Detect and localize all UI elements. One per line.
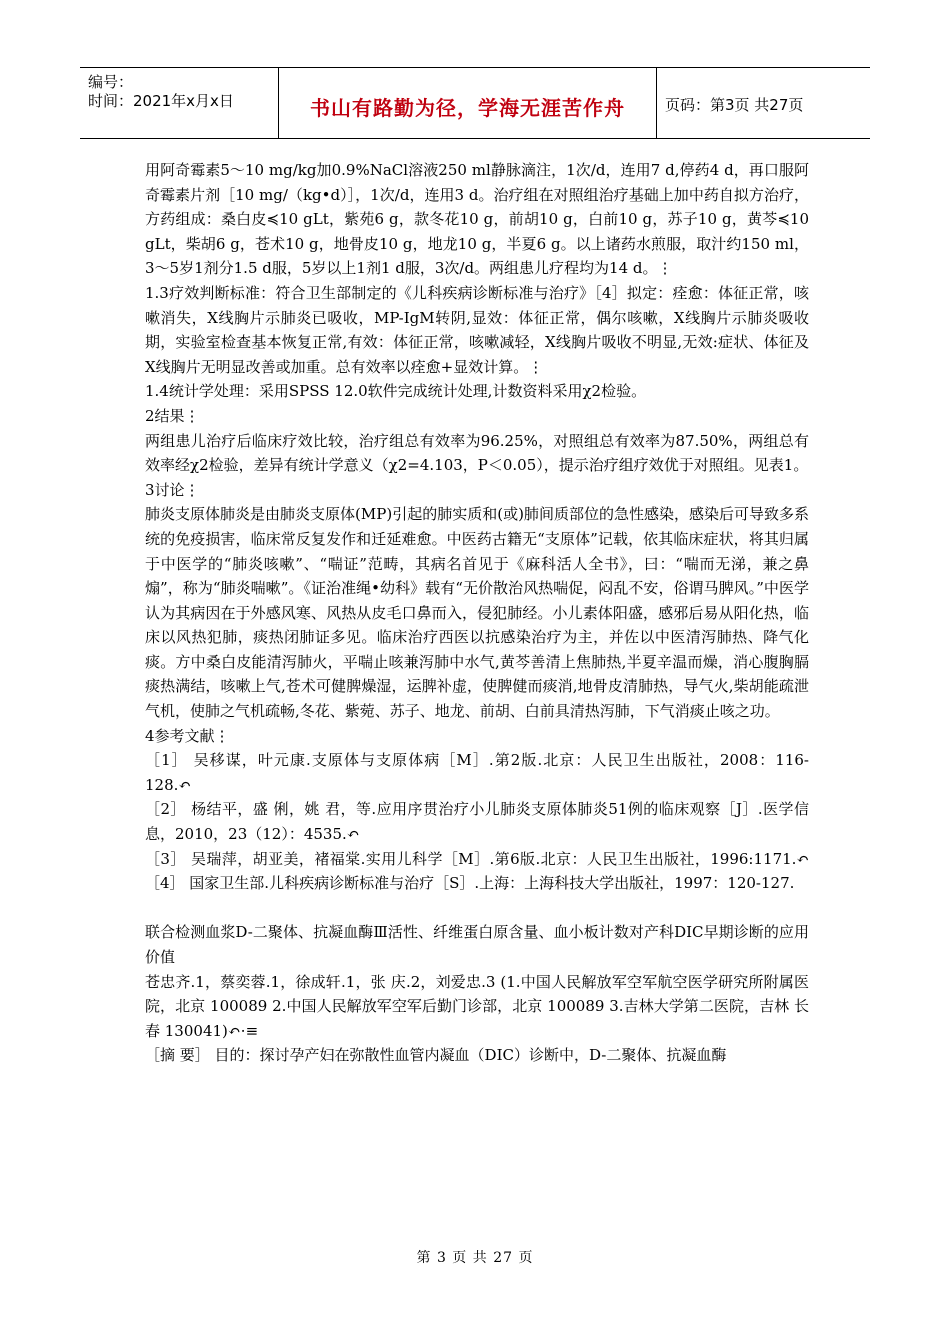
time-label: 时间：2021年x月x日: [88, 92, 234, 110]
results-paragraph: 两组患儿治疗后临床疗效比较，治疗组总有效率为96.25%，对照组总有效率为87.50%，两组总有效率经χ2检验，差异有统计学意义（χ2=4.103，P＜0.05），提示治疗组疗效优于对照组。见表1。: [145, 431, 809, 475]
blank-line: [145, 896, 809, 921]
article-authors: 苍忠齐.1，蔡奕蓉.1，徐成轩.1，张 庆.2，刘爱忠.3 (1.中国人民解放军空军航空医学研究所附属医院，北京 100089 2.中国人民解放军空军后勤门诊部，北京 100089 3.吉林大学第二医院，吉林 长春 130041)↶⋅≡: [145, 972, 809, 1040]
criteria-paragraph: 1.3疗效判断标准：符合卫生部制定的《儿科疾病诊断标准与治疗》［4］拟定：痊愈：体征正常，咳嗽消失，X线胸片示肺炎已吸收，MP-IgM转阴,显效：体征正常，偶尔咳嗽，X线胸片示肺炎吸收期，实验室检查基本恢复正常,有效：体征正常，咳嗽减轻，X线胸片吸收不明显,无效:症状、体征及X线胸片无明显改善或加重。总有效率以痊愈+显效计算。⋮: [145, 283, 809, 376]
reference-item: ［2］ 杨结平，盛 俐，姚 君，等.应用序贯治疗小儿肺炎支原体肺炎51例的临床观察［J］.医学信息，2010，23（12）：4535.↶: [145, 800, 809, 844]
header-motto-cell: [279, 68, 657, 138]
page-number-label: 页码：第3页 共27页: [665, 96, 804, 114]
reference-item: ［3］ 吴瑞萍，胡亚美，褚福棠.实用儿科学［M］.第6版.北京：人民卫生出版社，1996:1171.↶［4］ 国家卫生部.儿科疾病诊断标准与治疗［S］.上海：上海科技大学出版社，1997：120-127.: [145, 849, 809, 893]
article-title: 联合检测血浆D-二聚体、抗凝血酶Ⅲ活性、纤维蛋白原含量、血小板计数对产科DIC早期诊断的应用价值: [145, 923, 809, 966]
treatment-paragraph: 用阿奇霉素5～10 mg/kg加0.9%NaCl溶液250 ml静脉滴注，1次/d，连用7 d,停药4 d，再口服阿奇霉素片剂［10 mg/（kg•d）］，1次/d，连用3 d。治疗组在对照组治疗基础上加中药自拟方治疗，方药组成：桑白皮≼10 gLt，紫苑6 g，款冬花10 g，前胡10 g，白前10 g，苏子10 g，黄芩≼10 gLt，柴胡6 g，苍术10 g，地骨皮10 g，地龙10 g，半夏6 g。以上诸药水煎服，取汁约150 ml，3～5岁1剂分1.5 d服，5岁以上1剂1 d服，3次/d。两组患儿疗程均为14 d。⋮: [145, 161, 809, 278]
header-page-cell: [657, 68, 870, 138]
reference-item: ［1］ 吴移谋，叶元康.支原体与支原体病［M］.第2版.北京：人民卫生出版社，2008：116-128.↶: [145, 751, 809, 794]
results-heading: 2结果⋮: [145, 406, 200, 425]
document-body: [145, 158, 809, 1068]
page-footer: 第 3 页 共 27 页: [416, 1250, 534, 1266]
page-header: [80, 67, 870, 139]
discussion-paragraph: 肺炎支原体肺炎是由肺炎支原体(MP)引起的肺实质和(或)肺间质部位的急性感染，感染后可导致多系统的免疫损害，临床常反复发作和迁延难愈。中医药古籍无“支原体”记载，依其临床症状，将其归属于中医学的“肺炎咳嗽”、“喘证”范畴，其病名首见于《麻科活人全书》，曰：“喘而无涕，兼之鼻煽”，称为“肺炎喘嗽”。《证治准绳•幼科》载有“无价散治风热喘促，闷乱不安，俗谓马脾风。”中医学认为其病因在于外感风寒、风热从皮毛口鼻而入，侵犯肺经。小儿素体阳盛，感邪后易从阳化热，临床以风热犯肺，痰热闭肺证多见。临床治疗西医以抗感染治疗为主，并佐以中医清泻肺热、降气化痰。方中桑白皮能清泻肺火，平喘止咳兼泻肺中水气,黄芩善清上焦肺热,半夏辛温而燥，消心腹胸膈痰热满结，咳嗽上气,苍术可健脾燥湿，运脾补虚，使脾健而痰消,地骨皮清肺热，导气火,柴胡能疏泄气机，使肺之气机疏畅,冬花、紫菀、苏子、地龙、前胡、白前具清热泻肺，下气消痰止咳之功。: [145, 505, 809, 721]
number-label: 编号：: [88, 73, 134, 91]
abstract-start: ［摘 要］ 目的：探讨孕产妇在弥散性血管内凝血（DIC）诊断中，D-二聚体、抗凝血酶: [145, 1046, 727, 1065]
discussion-heading: 3讨论⋮: [145, 480, 200, 499]
header-meta-cell: [80, 68, 279, 138]
statistics-paragraph: 1.4统计学处理：采用SPSS 12.0软件完成统计处理,计数资料采用χ2检验。: [145, 382, 647, 401]
references-heading: 4参考文献⋮: [145, 726, 230, 745]
motto-text: 书山有路勤为径，学海无涯苦作舟: [310, 96, 625, 120]
